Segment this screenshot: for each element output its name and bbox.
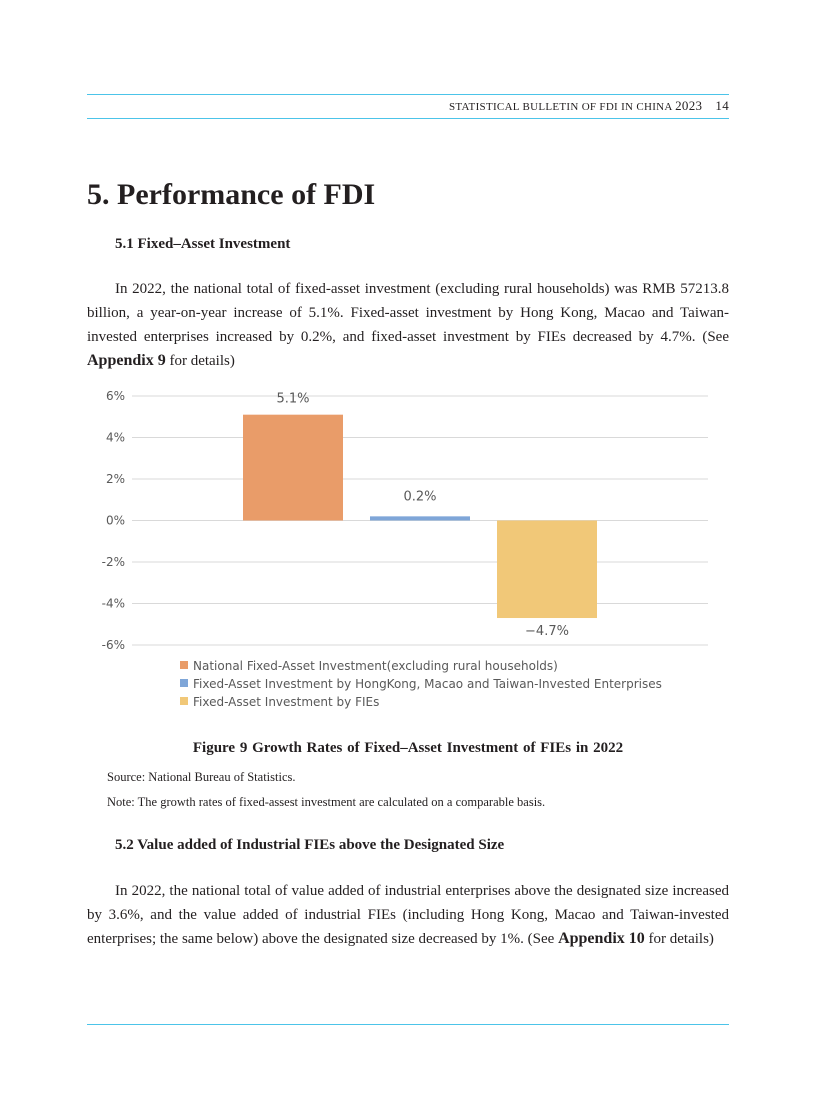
- subsection-heading-5-1: 5.1 Fixed–Asset Investment: [115, 236, 291, 252]
- y-tick-label: 2%: [105, 472, 125, 486]
- figure-source: Source: National Bureau of Statistics.: [107, 770, 296, 784]
- header-bottom-rule: [87, 118, 729, 119]
- appendix-reference: Appendix 9: [87, 352, 166, 369]
- fixed-asset-growth-chart: [0, 385, 816, 725]
- figure-caption: Figure 9 Growth Rates of Fixed–Asset Investment of FIEs in 2022: [192, 740, 624, 756]
- legend-label: Fixed-Asset Investment by HongKong, Macao and Taiwan-Invested Enterprises: [193, 677, 662, 691]
- data-label: 0.2%: [403, 489, 437, 505]
- paragraph-text: In 2022, the national total of value added of industrial enterprises above the designated size increased by 3.6%, and the value added of industrial FIEs (including Hong Kong, Macao and Taiwan-invested enterprises; the same below) above the designated size decreased by 1%. (See: [87, 883, 729, 947]
- legend-label: Fixed-Asset Investment by FIEs: [193, 695, 380, 709]
- bar: [243, 415, 343, 521]
- paragraph-text-end: for details): [169, 353, 235, 369]
- section-title: 5. Performance of FDI: [87, 178, 376, 211]
- paragraph-text-end: for details): [648, 931, 714, 947]
- legend-label: National Fixed-Asset Investment(excluding rural households): [193, 659, 558, 673]
- footer-rule: [87, 1024, 729, 1025]
- y-tick-label: -4%: [101, 596, 125, 611]
- header-title: STATISTICAL BULLETIN OF FDI IN CHINA: [448, 101, 673, 113]
- y-tick-label: 4%: [105, 430, 125, 445]
- y-tick-label: 0%: [105, 513, 125, 528]
- running-header: [449, 98, 729, 114]
- paragraph-fixed-asset: [87, 277, 729, 373]
- bar: [497, 521, 597, 619]
- y-tick-label: -2%: [101, 555, 125, 569]
- data-label: −4.7%: [525, 624, 569, 640]
- appendix-reference: Appendix 10: [558, 930, 645, 947]
- figure-note: Note: The growth rates of fixed-assest investment are calculated on a comparable basis.: [107, 795, 546, 809]
- paragraph-text: In 2022, the national total of fixed-asset investment (excluding rural households) was RMB 57213.8 billion, a year-on-year increase of 5.1%. Fixed-asset investment by Hong Kong, Macao and Taiwan-invested enterprises increased by 0.2%, and fixed-asset investment by FIEs decreased by 4.7%. (See: [87, 281, 729, 345]
- header-top-rule: [87, 94, 729, 95]
- y-tick-label: 6%: [105, 389, 125, 403]
- subsection-heading-5-2: 5.2 Value added of Industrial FIEs above the Designated Size: [115, 837, 505, 853]
- legend-swatch: [180, 679, 188, 687]
- legend-swatch: [180, 697, 188, 705]
- header-year: 2023: [675, 98, 703, 113]
- bar: [370, 516, 470, 520]
- paragraph-value-added: [87, 879, 729, 951]
- page-number: 14: [715, 98, 729, 113]
- legend-swatch: [180, 661, 188, 669]
- y-tick-label: -6%: [101, 638, 125, 652]
- data-label: 5.1%: [276, 391, 310, 407]
